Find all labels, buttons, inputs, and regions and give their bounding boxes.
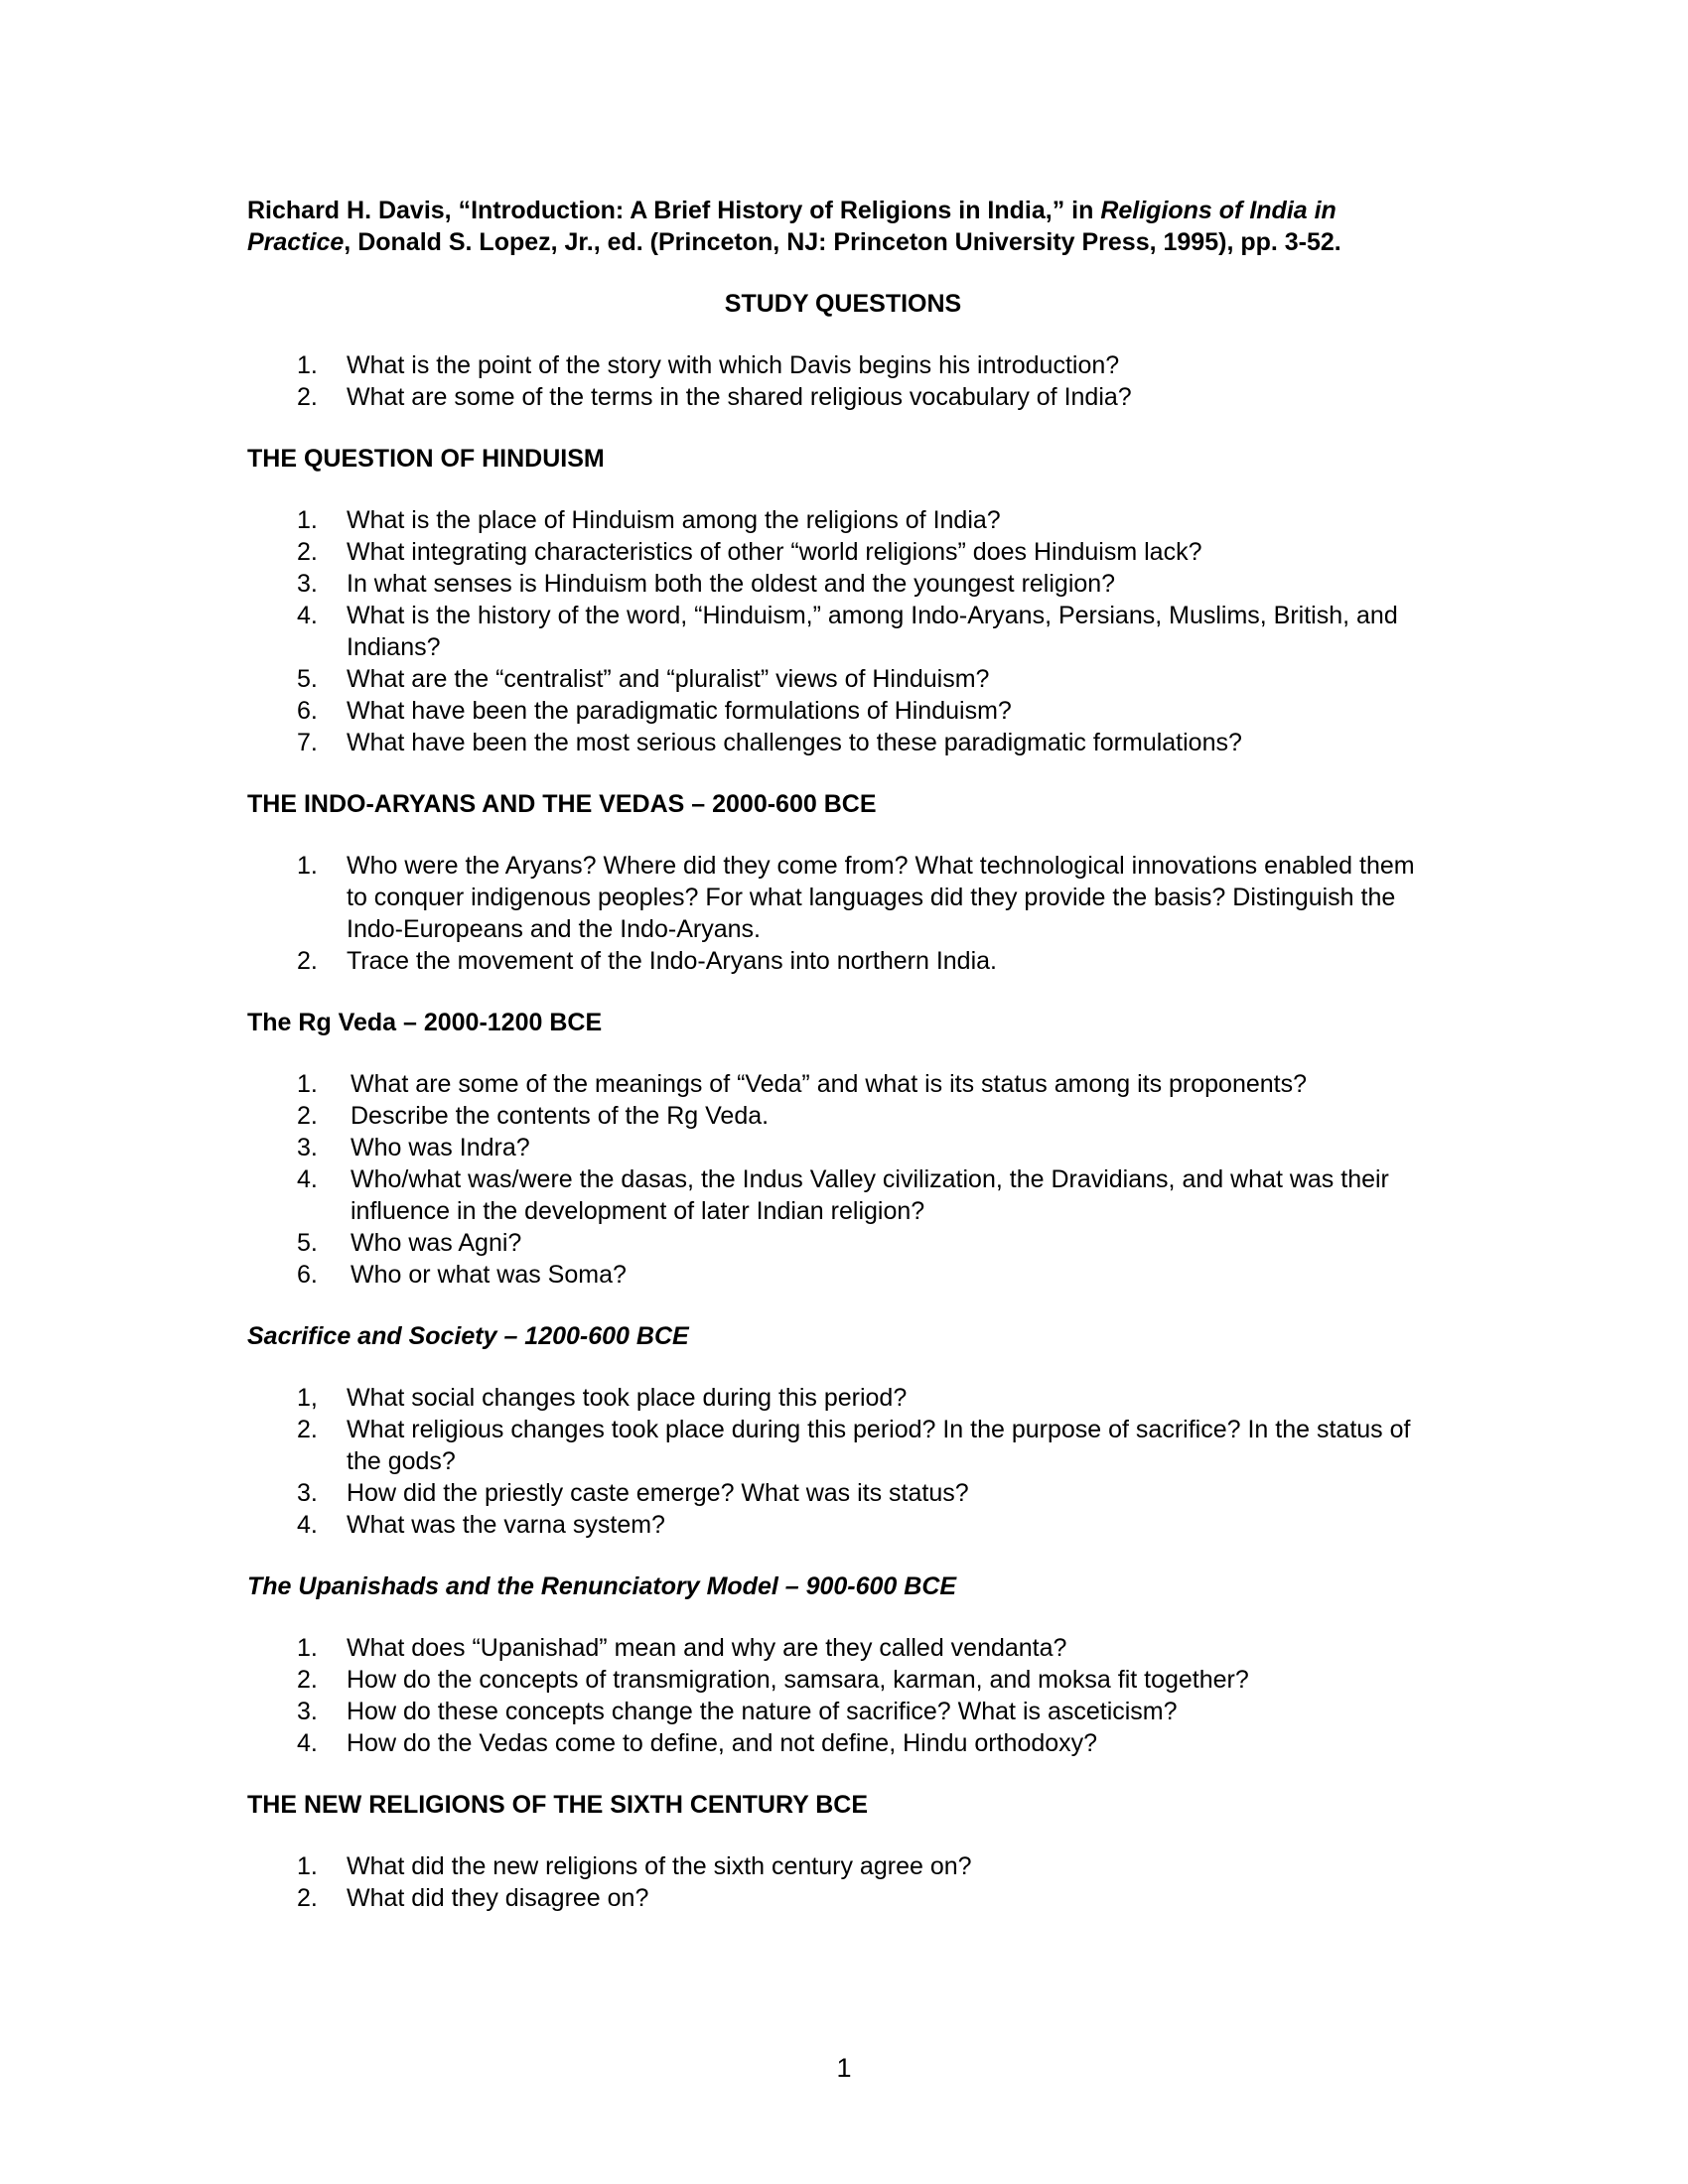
question-text: What religious changes took place during this period? In the purpose of sacrifice? In the status of the gods?: [347, 1416, 1411, 1475]
question-number: 3.: [297, 1134, 318, 1161]
question-text: What does “Upanishad” mean and why are they called vendanta?: [347, 1634, 1067, 1662]
question-list: [247, 1382, 1439, 1541]
question-text: What did the new religions of the sixth century agree on?: [347, 1852, 972, 1880]
question-number: 1.: [297, 852, 318, 880]
question-text: What have been the most serious challenges to these paradigmatic formulations?: [347, 729, 1242, 756]
question-text: Who were the Aryans? Where did they come from? What technological innovations enabled them to conquer indigenous peoples? For what languages did they provide the basis? Distinguish the Indo-Europeans and the Indo-Aryans.: [347, 852, 1415, 943]
question-text: Who was Agni?: [351, 1229, 522, 1257]
question-text: What did they disagree on?: [347, 1884, 649, 1912]
question-item: [247, 349, 1439, 381]
question-number: 5.: [297, 665, 318, 693]
question-number: 4.: [297, 602, 318, 629]
question-text: What was the varna system?: [347, 1511, 665, 1539]
question-number: 2.: [297, 1884, 318, 1912]
question-list: [247, 850, 1439, 977]
question-number: 4.: [297, 1511, 318, 1539]
section-heading-rg-veda: The Rg Veda – 2000-1200 BCE: [247, 1009, 603, 1036]
citation-publication: , Donald S. Lopez, Jr., ed. (Princeton, NJ: Princeton University Press, 1995), pp. 3-52.: [344, 228, 1341, 256]
question-item: [247, 1100, 1439, 1132]
question-item: [247, 600, 1439, 663]
question-number: 3.: [297, 1698, 318, 1725]
question-item: [247, 1227, 1439, 1259]
question-item: [247, 1382, 1439, 1414]
question-text: Who/what was/were the dasas, the Indus Valley civilization, the Dravidians, and what was their influence in the development of later Indian religion?: [351, 1165, 1389, 1225]
question-item: [247, 1259, 1439, 1291]
question-text: What is the point of the story with which Davis begins his introduction?: [347, 351, 1120, 379]
question-number: 2.: [297, 1666, 318, 1694]
section-heading-new-religions: THE NEW RELIGIONS OF THE SIXTH CENTURY BCE: [247, 1791, 869, 1819]
question-item: [247, 504, 1439, 536]
question-number: 2.: [297, 947, 318, 975]
question-number: 1.: [297, 351, 318, 379]
question-number: 2.: [297, 1416, 318, 1443]
question-item: [247, 1509, 1439, 1541]
question-text: What are some of the meanings of “Veda” and what is its status among its proponents?: [351, 1070, 1308, 1098]
question-number: 1.: [297, 1070, 318, 1098]
section-heading-indo-aryans: THE INDO-ARYANS AND THE VEDAS – 2000-600 BCE: [247, 790, 877, 818]
section-heading-question-of-hinduism: THE QUESTION OF HINDUISM: [247, 445, 605, 473]
question-number: 1.: [297, 506, 318, 534]
question-number: 1,: [297, 1384, 318, 1412]
question-item: [247, 1727, 1439, 1759]
study-questions-title: STUDY QUESTIONS: [724, 290, 962, 318]
question-text: How do the concepts of transmigration, samsara, karman, and moksa fit together?: [347, 1666, 1249, 1694]
intro-question-list: [247, 349, 1439, 413]
question-item: [247, 1477, 1439, 1509]
section-heading-upanishads: The Upanishads and the Renunciatory Model – 900-600 BCE: [247, 1572, 957, 1600]
question-text: Describe the contents of the Rg Veda.: [351, 1102, 770, 1130]
question-item: [247, 1696, 1439, 1727]
question-text: Who or what was Soma?: [351, 1261, 627, 1289]
page-number: 1: [836, 2053, 852, 2083]
question-text: Trace the movement of the Indo-Aryans into northern India.: [347, 947, 997, 975]
question-text: What have been the paradigmatic formulations of Hinduism?: [347, 697, 1012, 725]
question-item: [247, 695, 1439, 727]
question-item: [247, 568, 1439, 600]
question-text: What integrating characteristics of other “world religions” does Hinduism lack?: [347, 538, 1202, 566]
section-heading-sacrifice-and-society: Sacrifice and Society – 1200-600 BCE: [247, 1322, 689, 1350]
question-item: [247, 663, 1439, 695]
question-list: [247, 1632, 1439, 1759]
question-item: [247, 727, 1439, 758]
question-number: 2.: [297, 538, 318, 566]
question-text: Who was Indra?: [351, 1134, 530, 1161]
question-number: 5.: [297, 1229, 318, 1257]
question-text: How do the Vedas come to define, and not define, Hindu orthodoxy?: [347, 1729, 1098, 1757]
question-number: 1.: [297, 1852, 318, 1880]
question-text: What is the history of the word, “Hinduism,” among Indo-Aryans, Persians, Muslims, British, and Indians?: [347, 602, 1398, 661]
question-item: [247, 381, 1439, 413]
question-text: What are some of the terms in the shared religious vocabulary of India?: [347, 383, 1132, 411]
question-item: [247, 1163, 1439, 1227]
question-number: 7.: [297, 729, 318, 756]
question-list: [247, 1068, 1439, 1291]
question-number: 2.: [297, 383, 318, 411]
question-number: 1.: [297, 1634, 318, 1662]
question-item: [247, 1414, 1439, 1477]
question-item: [247, 850, 1439, 945]
question-text: In what senses is Hinduism both the oldest and the youngest religion?: [347, 570, 1116, 598]
citation-authors: Richard H. Davis, “Introduction: A Brief History of Religions in India,” in: [247, 197, 1101, 224]
question-number: 4.: [297, 1729, 318, 1757]
question-item: [247, 945, 1439, 977]
citation: [247, 195, 1439, 258]
question-text: What is the place of Hinduism among the religions of India?: [347, 506, 1001, 534]
question-number: 3.: [297, 570, 318, 598]
question-number: 4.: [297, 1165, 318, 1193]
question-number: 6.: [297, 697, 318, 725]
question-number: 3.: [297, 1479, 318, 1507]
question-text: How did the priestly caste emerge? What was its status?: [347, 1479, 969, 1507]
question-number: 6.: [297, 1261, 318, 1289]
citation-book-title: Religions of India in Practice: [247, 197, 1336, 256]
question-item: [247, 1850, 1439, 1882]
question-item: [247, 1882, 1439, 1914]
question-text: What are the “centralist” and “pluralist” views of Hinduism?: [347, 665, 990, 693]
question-item: [247, 1632, 1439, 1664]
question-number: 2.: [297, 1102, 318, 1130]
question-text: How do these concepts change the nature of sacrifice? What is asceticism?: [347, 1698, 1178, 1725]
question-item: [247, 536, 1439, 568]
document-page: [247, 195, 1439, 1914]
question-item: [247, 1664, 1439, 1696]
question-item: [247, 1132, 1439, 1163]
question-text: What social changes took place during this period?: [347, 1384, 908, 1412]
question-item: [247, 1068, 1439, 1100]
question-list: [247, 1850, 1439, 1914]
question-list: [247, 504, 1439, 758]
